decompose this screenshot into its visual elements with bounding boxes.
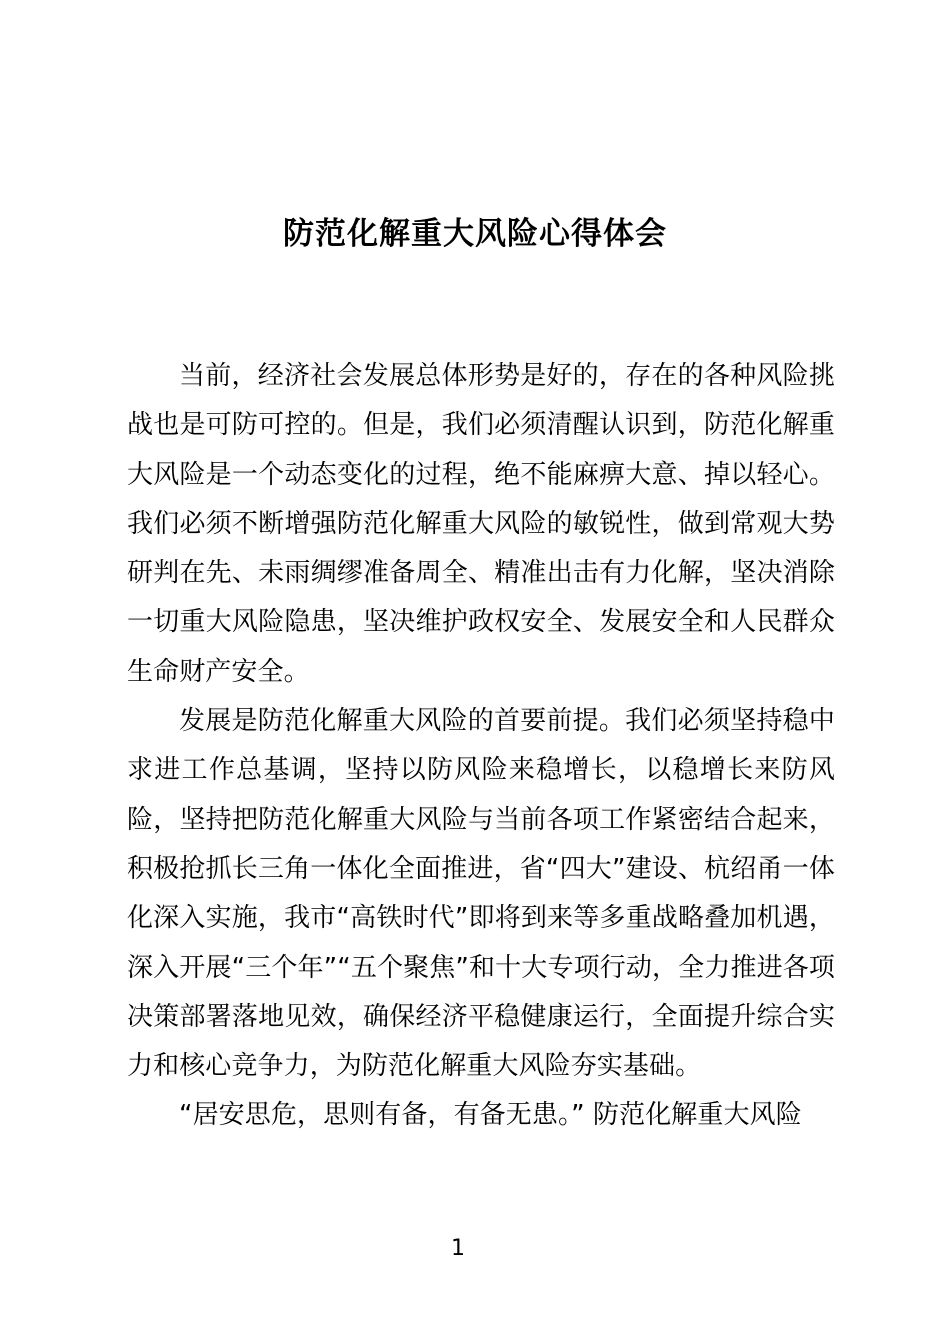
- page-number: 1: [451, 1236, 465, 1261]
- paragraph-2: 发展是防范化解重大风险的首要前提。我们必须坚持稳中求进工作总基调，坚持以防风险来稳增长，以稳增长来防风险，坚持把防范化解重大风险与当前各项工作紧密结合起来，积极抢抓长三角一体化全面推进，省“四大”建设、杭绍甬一体化深入实施，我市“高铁时代”即将到来等多重战略叠加机遇，深入开展“三个年”“五个聚焦”和十大专项行动，全力推进各项决策部署落地见效，确保经济平稳健康运行，全面提升综合实力和核心竞争力，为防范化解重大风险夯实基础。: [127, 706, 835, 1082]
- paragraph-1: 当前，经济社会发展总体形势是好的，存在的各种风险挑战也是可防可控的。但是，我们必须清醒认识到，防范化解重大风险是一个动态变化的过程，绝不能麻痹大意、掉以轻心。我们必须不断增强防范化解重大风险的敏锐性，做到常观大势研判在先、未雨绸缪准备周全、精准出击有力化解，坚决消除一切重大风险隐患，坚决维护政权安全、发展安全和人民群众生命财产安全。: [127, 361, 835, 687]
- document-body: [127, 352, 835, 1141]
- document-title: 防范化解重大风险心得体会: [283, 216, 667, 252]
- paragraph-3: “居安思危，思则有备，有备无患。” 防范化解重大风险: [179, 1100, 802, 1131]
